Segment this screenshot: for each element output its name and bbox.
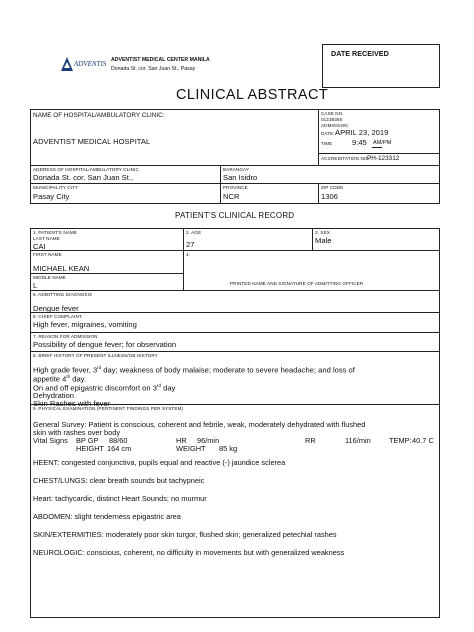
weight-label: WEIGHT xyxy=(176,444,206,453)
temp-label: TEMP: xyxy=(389,436,412,445)
history-line-5: Skin Rashes with fever xyxy=(33,399,111,408)
general-survey-line-2: skin with rashes over body xyxy=(33,428,121,437)
logo-text: ADVENTIS xyxy=(74,60,107,68)
org-address: Donada St. cor. San Juan St., Pasay xyxy=(111,66,196,72)
physical-exam-label: 9. PHYSICAL EXAMINATION (PERTINENT FINDINGS PER SYSTEM) xyxy=(33,406,184,411)
history-line-2: appetite 4th day. xyxy=(33,374,87,384)
height-value: 164 cm xyxy=(107,444,132,453)
middle-name-label: MIDDLE NAME xyxy=(33,275,67,280)
weight-value: 85 kg xyxy=(219,444,238,453)
barangay-value: San Isidro xyxy=(223,173,258,182)
admission-reason-value: Possibility of dengue fever; for observation xyxy=(33,340,177,349)
admission-time-value: 9:45 xyxy=(352,138,367,147)
hospital-name-value: ADVENTIST MEDICAL HOSPITAL xyxy=(33,137,151,146)
vital-signs-label: Vital Signs xyxy=(33,436,68,445)
sex-label: 3. SEX xyxy=(315,230,330,235)
admitting-officer-label: PRINTED NAME AND SIGNATURE OF ADMITTING OFFICER xyxy=(230,281,364,286)
first-name-label: FIRST NAME xyxy=(33,252,62,257)
barangay-label: BARANGAY xyxy=(223,167,249,172)
rr-value: 116/min xyxy=(345,436,371,445)
first-name-value: MICHAEL KEAN xyxy=(33,264,90,273)
last-name-label: LAST NAME xyxy=(33,236,60,241)
temp-value: 40.7 C xyxy=(412,436,434,445)
history-label: 8. BRIEF HISTORY OF PRESENT ILLNESS/OB HISTORY xyxy=(33,353,158,358)
zip-label: ZIP CODE xyxy=(321,185,344,190)
sex-value: Male xyxy=(315,236,332,245)
admitting-diagnosis-label: 5. ADMITTING DIAGNOSIS xyxy=(33,292,93,297)
neuro-finding: NEUROLOGIC: conscious, coherent, no difficulty in movements but with generalized weakness xyxy=(33,548,345,557)
chief-complaint-value: High fever, migraines, vomiting xyxy=(33,320,137,329)
heart-finding: Heart: tachycardic, distinct Heart Sounds; no murmur xyxy=(33,494,207,503)
bp-value: 88/60 xyxy=(109,436,128,445)
chest-finding: CHEST/LUNGS: clear breath sounds but tachypneic xyxy=(33,476,205,485)
hospital-address-value: Donada St. cor. San Juan St., xyxy=(33,173,134,182)
last-name-value: CAI xyxy=(33,242,46,251)
rr-label: RR xyxy=(305,436,316,445)
general-survey-line-1: General Survey: Patient is conscious, coherent and febrile, weak, moderately dehydrated with flushed xyxy=(33,420,366,429)
skin-finding: SKIN/EXTERMITIES: moderately poor skin turgor, flushed skin; generalized petechial rashes xyxy=(33,530,337,539)
bp-label: BP GP xyxy=(76,436,99,445)
hr-value: 96/min xyxy=(197,436,220,445)
municipality-label: MUNICIPALITY CITY xyxy=(33,185,79,190)
age-label: 2. AGE xyxy=(186,230,202,235)
abdomen-finding: ABDOMEN: slight tenderness epigastric area xyxy=(33,512,181,521)
accreditation-value: PH-123312 xyxy=(367,155,400,162)
case-no-value: 01238395 xyxy=(321,117,343,122)
chief-complaint-label: 6. CHIEF COMPLAINT xyxy=(33,314,82,319)
accreditation-label: ACCREDITATION NO.: xyxy=(321,156,371,161)
heent-finding: HEENT: congested conjunctiva, pupils equal and reactive (-) jaundice sclerea xyxy=(33,458,286,467)
province-value: NCR xyxy=(223,192,240,201)
municipality-value: Pasay City xyxy=(33,192,70,201)
logo-emblem-icon xyxy=(60,56,74,72)
hospital-address-label: ADDRESS OF HOSPITAL/AMBULATORY CLINIC xyxy=(33,167,139,172)
zip-value: 1306 xyxy=(321,192,338,201)
field-4-label: 4. xyxy=(186,252,191,257)
case-no-label: CASE NO. xyxy=(321,111,344,116)
admission-reason-label: 7. REASON FOR ADMISSION xyxy=(33,334,98,339)
hr-label: HR xyxy=(176,436,187,445)
record-section-title: PATIENT'S CLINICAL RECORD xyxy=(175,211,295,220)
date-label: DATE: xyxy=(321,131,335,136)
hospital-name-label: NAME OF HOSPITAL/AMBULATORY CLINIC: xyxy=(33,112,165,119)
admission-date-value: APRIL 23, 2019 xyxy=(335,128,389,137)
ampm-value: AM/PM xyxy=(373,140,392,146)
admitting-diagnosis-value: Dengue fever xyxy=(33,304,79,313)
history-line-1: High grade fever, 3rd day; weakness of body malaise; moderate to severe headache; and loss of xyxy=(33,365,355,375)
height-label: HEIGHT xyxy=(76,444,104,453)
history-line-4: Dehydration xyxy=(33,391,74,400)
hospital-logo xyxy=(60,55,112,73)
date-received-label: DATE RECEIVED xyxy=(331,49,389,58)
middle-name-value: L xyxy=(33,281,38,290)
page-title: CLINICAL ABSTRACT xyxy=(176,87,329,103)
age-value: 27 xyxy=(186,240,195,249)
admission-label: ADMISSION: xyxy=(321,123,350,128)
patient-name-label: 1. PATIENT'S NAME xyxy=(33,230,78,235)
province-label: PROVINCE xyxy=(223,185,248,190)
time-label: TIME xyxy=(321,141,333,146)
history-line-3: On and off epigastric discomfort on 3rd day xyxy=(33,383,176,393)
org-name: ADVENTIST MEDICAL CENTER MANILA xyxy=(111,57,210,63)
